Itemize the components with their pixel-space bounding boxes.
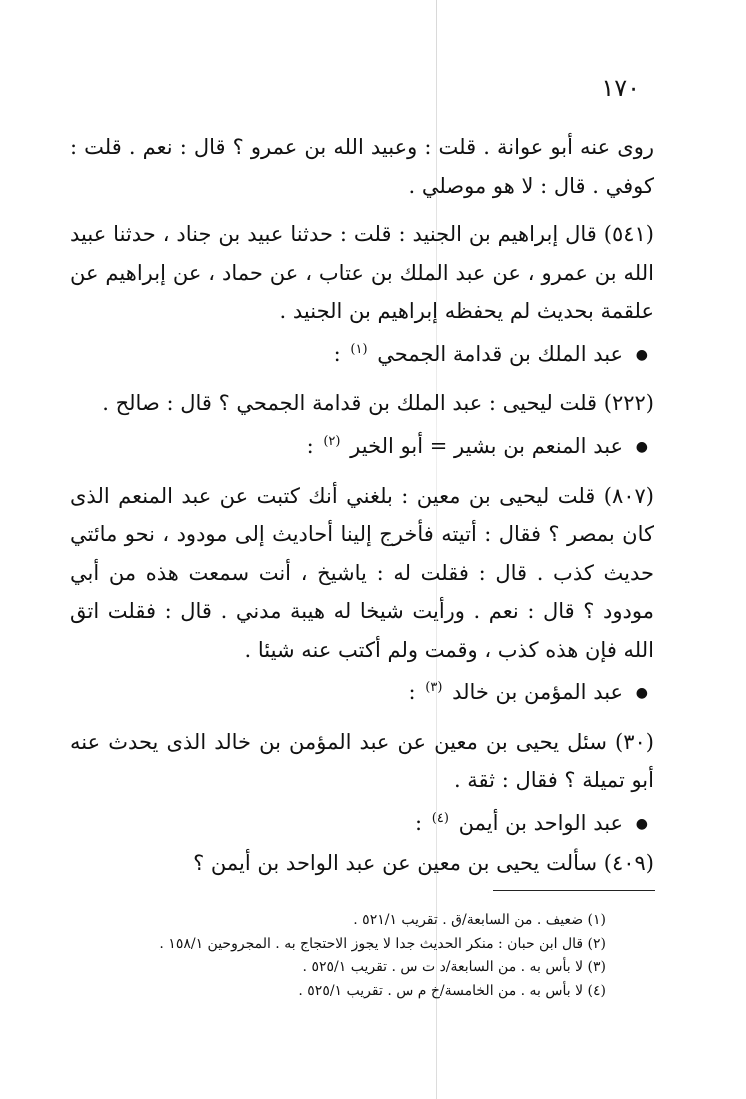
heading-3: [70, 669, 654, 713]
footnote-separator: [493, 890, 655, 891]
heading-2-colon: :: [306, 433, 314, 458]
footnote-ref-4: (٤): [431, 810, 449, 826]
footnote-4: (٤) لا بأس به . من الخامسة/خ م س . تقريب ٥٢٥/١ .: [298, 982, 606, 999]
paragraph-6: (٤٠٩) سألت يحيى بن معين عن عبد الواحد بن أيمن ؟: [193, 850, 654, 875]
footnote-3: (٣) لا بأس به . من السابعة/د ت س . تقريب ٥٢٥/١ .: [302, 959, 606, 975]
main-text: [70, 128, 654, 882]
bullet-icon: ●: [635, 816, 648, 832]
footnote-ref-2: (٢): [323, 433, 341, 449]
paragraph-2: (٥٤١) قال إبراهيم بن الجنيد : قلت : حدثنا عبيد بن جناد ، حدثنا عبيد الله بن عمرو ، عن عبد الملك بن عتاب ، عن حماد ، عن إبراهيم عن علقمة بحديث لم يحفظه إبراهيم بن الجنيد .: [70, 222, 654, 323]
paragraph-4: (٨٠٧) قلت ليحيى بن معين : بلغني أنك كتبت عن عبد المنعم الذى كان بمصر ؟ فقال : أتيته فأخرج إلينا أحاديث إلى مودود ، نحو مائتي حديث كذب . قال : فقلت له : ياشيخ ، أنت سمعت هذه من أبي مودود ؟ قال : نعم . ورأيت شيخا له هيبة مدني . قال : فقلت اتق الله فإن هذه كذب ، وقمت ولم أكتب عنه شيئا .: [70, 483, 654, 662]
footnote-ref-3: (٣): [425, 680, 443, 695]
paragraph-1: روى عنه أبو عوانة . قلت : وعبيد الله بن عمرو ؟ قال : نعم . قلت : كوفي . قال : لا هو موصلي .: [70, 135, 654, 198]
bullet-icon: ●: [635, 346, 648, 363]
heading-3-text: عبد المؤمن بن خالد: [452, 680, 624, 704]
bullet-icon: ●: [635, 439, 648, 455]
heading-1-colon: :: [333, 341, 341, 366]
footnote-2: (٢) قال ابن حبان : منكر الحديث جدا لا يجوز الاحتجاج به . المجروحين ١٥٨/١ .: [159, 935, 606, 952]
heading-1: [70, 331, 654, 375]
heading-4-colon: :: [415, 810, 423, 835]
paragraph-5: (٣٠) سئل يحيى بن معين عن عبد المؤمن بن خالد الذى يحدث عنه أبو تميلة ؟ فقال : ثقة .: [70, 729, 654, 793]
paragraph-3: (٢٢٢) قلت ليحيى : عبد الملك بن قدامة الجمحي ؟ قال : صالح .: [102, 391, 654, 416]
footnotes: [159, 909, 606, 1003]
heading-4: [70, 800, 654, 844]
heading-2: [70, 423, 654, 467]
footnote-ref-1: (١): [350, 341, 368, 357]
heading-1-text: عبد الملك بن قدامة الجمحي: [377, 341, 624, 366]
heading-3-colon: :: [408, 680, 416, 704]
bullet-icon: ●: [635, 685, 648, 702]
page-number: ١٧٠: [601, 74, 640, 102]
footnote-1: (١) ضعيف . من السابعة/ق . تقريب ٥٢١/١ .: [353, 912, 606, 928]
heading-2-text: عبد المنعم بن بشير = أبو الخير: [350, 433, 624, 458]
heading-4-text: عبد الواحد بن أيمن: [458, 810, 624, 835]
